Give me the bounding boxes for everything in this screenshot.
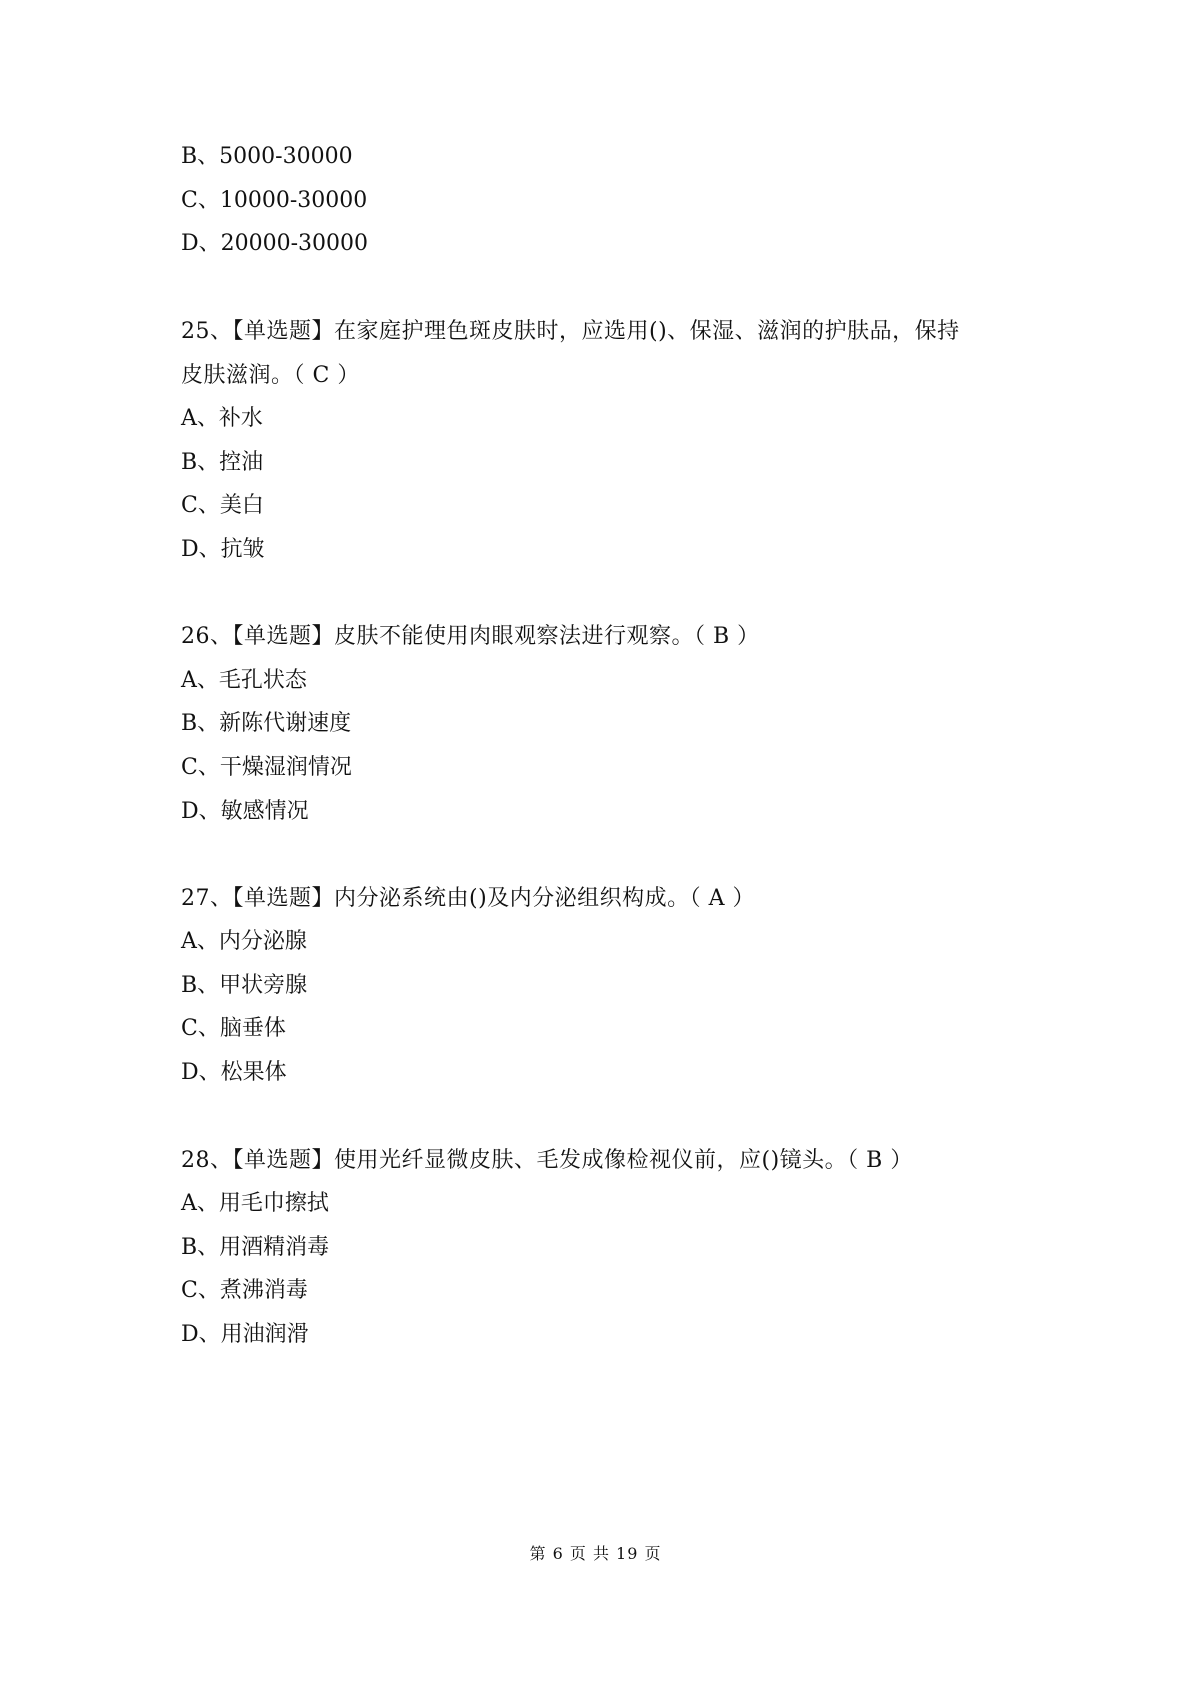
option-line: D、敏感情况 <box>181 799 309 824</box>
page-number-footer: 第 6 页 共 19 页 <box>529 1544 662 1563</box>
question-stem: 28、【单选题】使用光纤显微皮肤、毛发成像检视仪前，应()镜头。（ B ） <box>181 1148 913 1173</box>
option-line: A、用毛巾擦拭 <box>181 1191 329 1216</box>
question-stem: 27、【单选题】内分泌系统由()及内分泌组织构成。（ A ） <box>181 886 756 911</box>
option-line: D、松果体 <box>181 1060 287 1085</box>
question-stem: 25、【单选题】在家庭护理色斑皮肤时，应选用()、保湿、滋润的护肤品，保持 <box>181 319 960 344</box>
option-line: B、5000-30000 <box>181 144 353 169</box>
option-line: A、内分泌腺 <box>181 929 307 954</box>
option-line: C、美白 <box>181 493 264 518</box>
option-line: B、甲状旁腺 <box>181 973 308 998</box>
option-line: D、20000-30000 <box>181 231 369 256</box>
option-line: C、煮沸消毒 <box>181 1278 308 1303</box>
option-line: C、脑垂体 <box>181 1016 286 1041</box>
question-stem-continued: 皮肤滋润。（ C ） <box>181 363 360 388</box>
option-line: B、新陈代谢速度 <box>181 711 352 736</box>
option-line: B、用酒精消毒 <box>181 1235 330 1260</box>
option-line: A、补水 <box>181 406 263 431</box>
option-line: B、控油 <box>181 450 264 475</box>
option-line: D、抗皱 <box>181 537 265 562</box>
option-line: A、毛孔状态 <box>181 668 307 693</box>
option-line: C、10000-30000 <box>181 188 368 213</box>
option-line: C、干燥湿润情况 <box>181 755 352 780</box>
question-stem: 26、【单选题】皮肤不能使用肉眼观察法进行观察。（ B ） <box>181 624 760 649</box>
option-line: D、用油润滑 <box>181 1322 309 1347</box>
